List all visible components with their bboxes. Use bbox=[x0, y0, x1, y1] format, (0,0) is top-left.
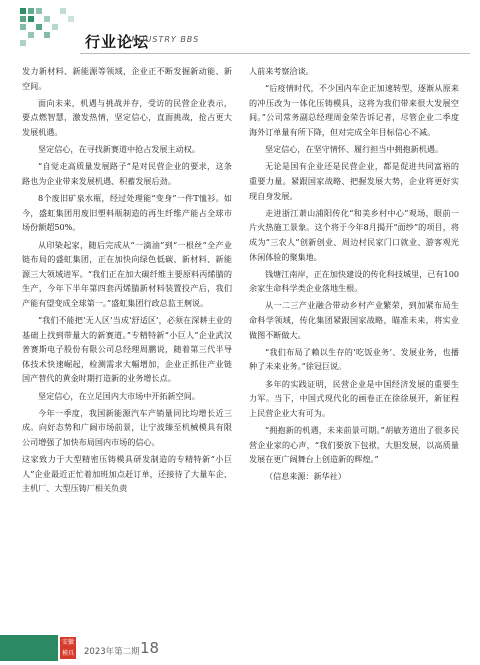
paragraph: “我们布局了赖以生存的‘吃饭业务’、发展业务，也播种了未来业务。”徐冠巨说。 bbox=[249, 346, 459, 372]
section-subtitle: INDUSTRY BBS bbox=[128, 35, 200, 44]
paragraph: 坚定信心，在立足国内大市场中开拓新空间。 bbox=[38, 390, 200, 401]
paragraph: （信息来源：新华社） bbox=[265, 471, 346, 482]
paragraph: 坚定信心，在寻找新赛道中抢占发展主动权。 bbox=[38, 144, 200, 155]
paragraph: “后疫情时代，不少国内车企正加速转型，逐渐从原来的冲压改为一体化压铸模具，这将为我们带来很大发展空间。”公司常务副总经理周金荣告诉记者，尽管企业二季度海外订单量有所下降，但对完成全年目标信心不减。 bbox=[249, 83, 459, 137]
paragraph: 人前来考察洽谈。 bbox=[249, 66, 314, 76]
paragraph: “拥抱新的机遇，未来前景可期。”胡敏芳道出了很多民营企业家的心声，“我们要放下包袱，大胆发展，以高质量发展在更广阔舞台上创造新的辉煌。” bbox=[249, 425, 459, 465]
page-header bbox=[0, 0, 480, 62]
page-number: 18 bbox=[140, 639, 160, 657]
paragraph: 今年一季度，我国新能源汽车产销量同比均增长近三成。向好态势和广阔市场前景，让宁波臻至机械模具有限公司增强了加快布局国内市场的信心。 bbox=[22, 407, 232, 447]
paragraph: 面向未来，机遇与挑战并存，受访的民营企业表示，要点燃智慧，激发热情，坚定信心，直面挑战，抢占更大发展机遇。 bbox=[22, 97, 232, 137]
issue-label: 2023年第二期 bbox=[84, 647, 140, 657]
footer-accent-block bbox=[0, 635, 58, 661]
article-column-right bbox=[249, 64, 459, 487]
paragraph: 这家致力于大型精密压铸模具研发制造的专精特新“小巨人”企业最近正忙着加班加点赶订单，还接待了大量车企、主机厂、大型压铸厂相关负责 bbox=[22, 454, 232, 494]
section-title: 行业论坛 bbox=[85, 33, 150, 51]
paragraph: 多年的实践证明，民营企业是中国经济发展的重要生力军。当下，中国式现代化的画卷正在徐徐展开，新征程上民营企业大有可为。 bbox=[249, 378, 459, 418]
paragraph: “自觉走高质量发展路子”是对民营企业的要求，这条路也为企业带来发展机遇、积蓄发展后劲。 bbox=[22, 161, 232, 186]
paragraph: 无论是国有企业还是民营企业，都是促进共同富裕的重要力量。紧跟国家战略、把握发展大势，企业将更好实现自身发展。 bbox=[249, 161, 459, 201]
paragraph: 8个废旧矿泉水瓶，经过处理能“变身”一件T恤衫。如今，盛虹集团用废旧塑料瓶制造的再生纤维产能占全球市场份额超50%。 bbox=[22, 193, 232, 233]
article-column-left bbox=[22, 64, 232, 499]
paragraph: 从印染起家，随后完成从“一滴油”到“一根丝”全产业链布局的盛虹集团，正在加快向绿色低碳、新材料、新能源三大领域进军。“我们正在加大碳纤维主要原料丙烯腈的生产，今年下半年第四套丙烯腈新材料装置投产后，我们产能有望变成全球第一。”盛虹集团行政总监王舸说。 bbox=[22, 239, 232, 308]
paragraph: 发力新材料、新能源等领域，企业正不断发掘新动能、新空间。 bbox=[22, 66, 232, 91]
paragraph: 坚定信心，在坚守情怀、履行担当中拥抱新机遇。 bbox=[265, 144, 444, 155]
paragraph: 从一二三产业融合带动乡村产业繁荣，到加紧布局生命科学领域，传化集团紧跟国家战略，瞄准未来，将实业做图不断做大。 bbox=[249, 300, 459, 340]
footer-bar bbox=[0, 635, 480, 661]
paragraph: 钱塘江南岸，正在加快建设的传化科技城里，已有100余家生命科学类企业落地生根。 bbox=[249, 268, 459, 294]
page-footer bbox=[0, 625, 480, 665]
header-divider bbox=[80, 53, 470, 54]
paragraph: 走进浙江萧山浦阳传化“和美乡村中心”观场，眼前一片火热施工景象。这个将于今年8月揭开“面纱”的项目，将成为“三农人”创新创业、周边村民家门口就业、游客观光休闲体验的聚集地。 bbox=[249, 207, 459, 262]
paragraph: “我们不能把‘无人区’当成‘舒适区’，必须在深耕主业的基础上找到带量大的新赛道。”专精特新“小巨人”企业武汉普赛斯电子股份有限公司总经理周鹏说，随着第三代半导体技术快速崛起，检测需求大幅增加，企业正抓住产业链国产替代的黄金时期打造新的业务增长点。 bbox=[22, 315, 232, 384]
magazine-badge: 安徽模具 bbox=[61, 639, 74, 657]
